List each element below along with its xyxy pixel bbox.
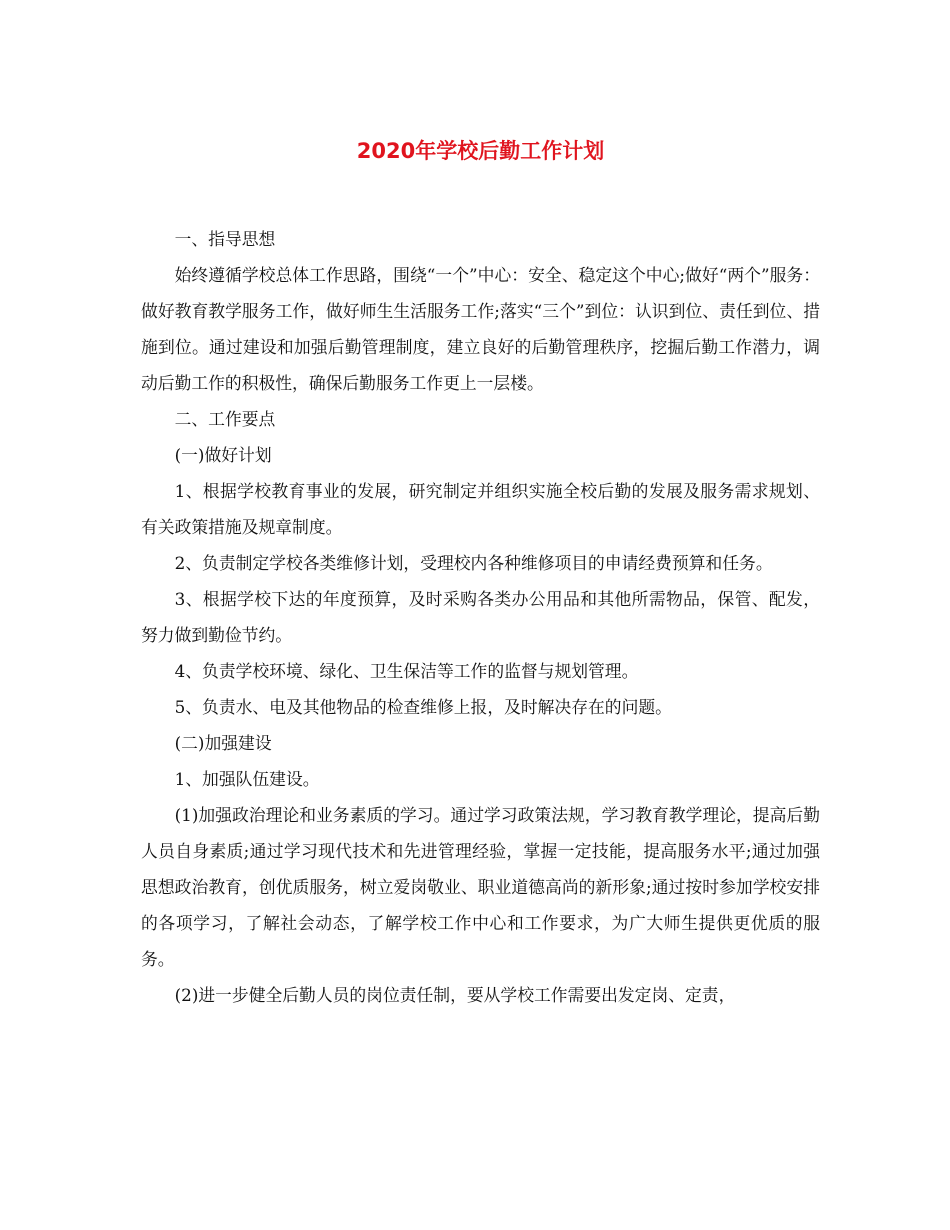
list-item: 2、负责制定学校各类维修计划，受理校内各种维修项目的申请经费预算和任务。 bbox=[174, 553, 773, 573]
section-heading-guiding-thought: 一、指导思想 bbox=[174, 229, 276, 249]
subsection-heading-planning: (一)做好计划 bbox=[174, 445, 272, 465]
list-item: 4、负责学校环境、绿化、卫生保洁等工作的监督与规划管理。 bbox=[174, 661, 639, 681]
document-title: 2020年学校后勤工作计划 bbox=[356, 139, 605, 163]
paragraph: (1)加强政治理论和业务素质的学习。通过学习政策法规，学习教育教学理论，提高后勤人员自身素质;通过学习现代技术和先进管理经验，掌握一定技能，提高服务水平;通过加强思想政治教育，创优质服务，树立爱岗敬业、职业道德高尚的新形象;通过按时参加学校安排的各项学习，了解社会动态，了解学校工作中心和工作要求，为广大师生提供更优质的服务。 bbox=[141, 805, 820, 969]
section-heading-work-points: 二、工作要点 bbox=[174, 409, 276, 429]
list-item: 1、加强队伍建设。 bbox=[174, 769, 320, 789]
paragraph: (2)进一步健全后勤人员的岗位责任制，要从学校工作需要出发定岗、定责， bbox=[174, 985, 736, 1005]
list-item: 1、根据学校教育事业的发展，研究制定并组织实施全校后勤的发展及服务需求规划、有关政策措施及规章制度。 bbox=[141, 481, 820, 537]
subsection-heading-strengthen: (二)加强建设 bbox=[174, 733, 272, 753]
list-item: 3、根据学校下达的年度预算，及时采购各类办公用品和其他所需物品，保管、配发，努力做到勤俭节约。 bbox=[141, 589, 820, 645]
list-item: 5、负责水、电及其他物品的检查维修上报，及时解决存在的问题。 bbox=[174, 697, 672, 717]
document-body bbox=[141, 221, 820, 1013]
paragraph: 始终遵循学校总体工作思路，围绕“一个”中心：安全、稳定这个中心;做好“两个”服务：做好教育教学服务工作，做好师生生活服务工作;落实“三个”到位：认识到位、责任到位、措施到位。通过建设和加强后勤管理制度，建立良好的后勤管理秩序，挖掘后勤工作潜力，调动后勤工作的积极性，确保后勤服务工作更上一层楼。 bbox=[141, 265, 820, 393]
